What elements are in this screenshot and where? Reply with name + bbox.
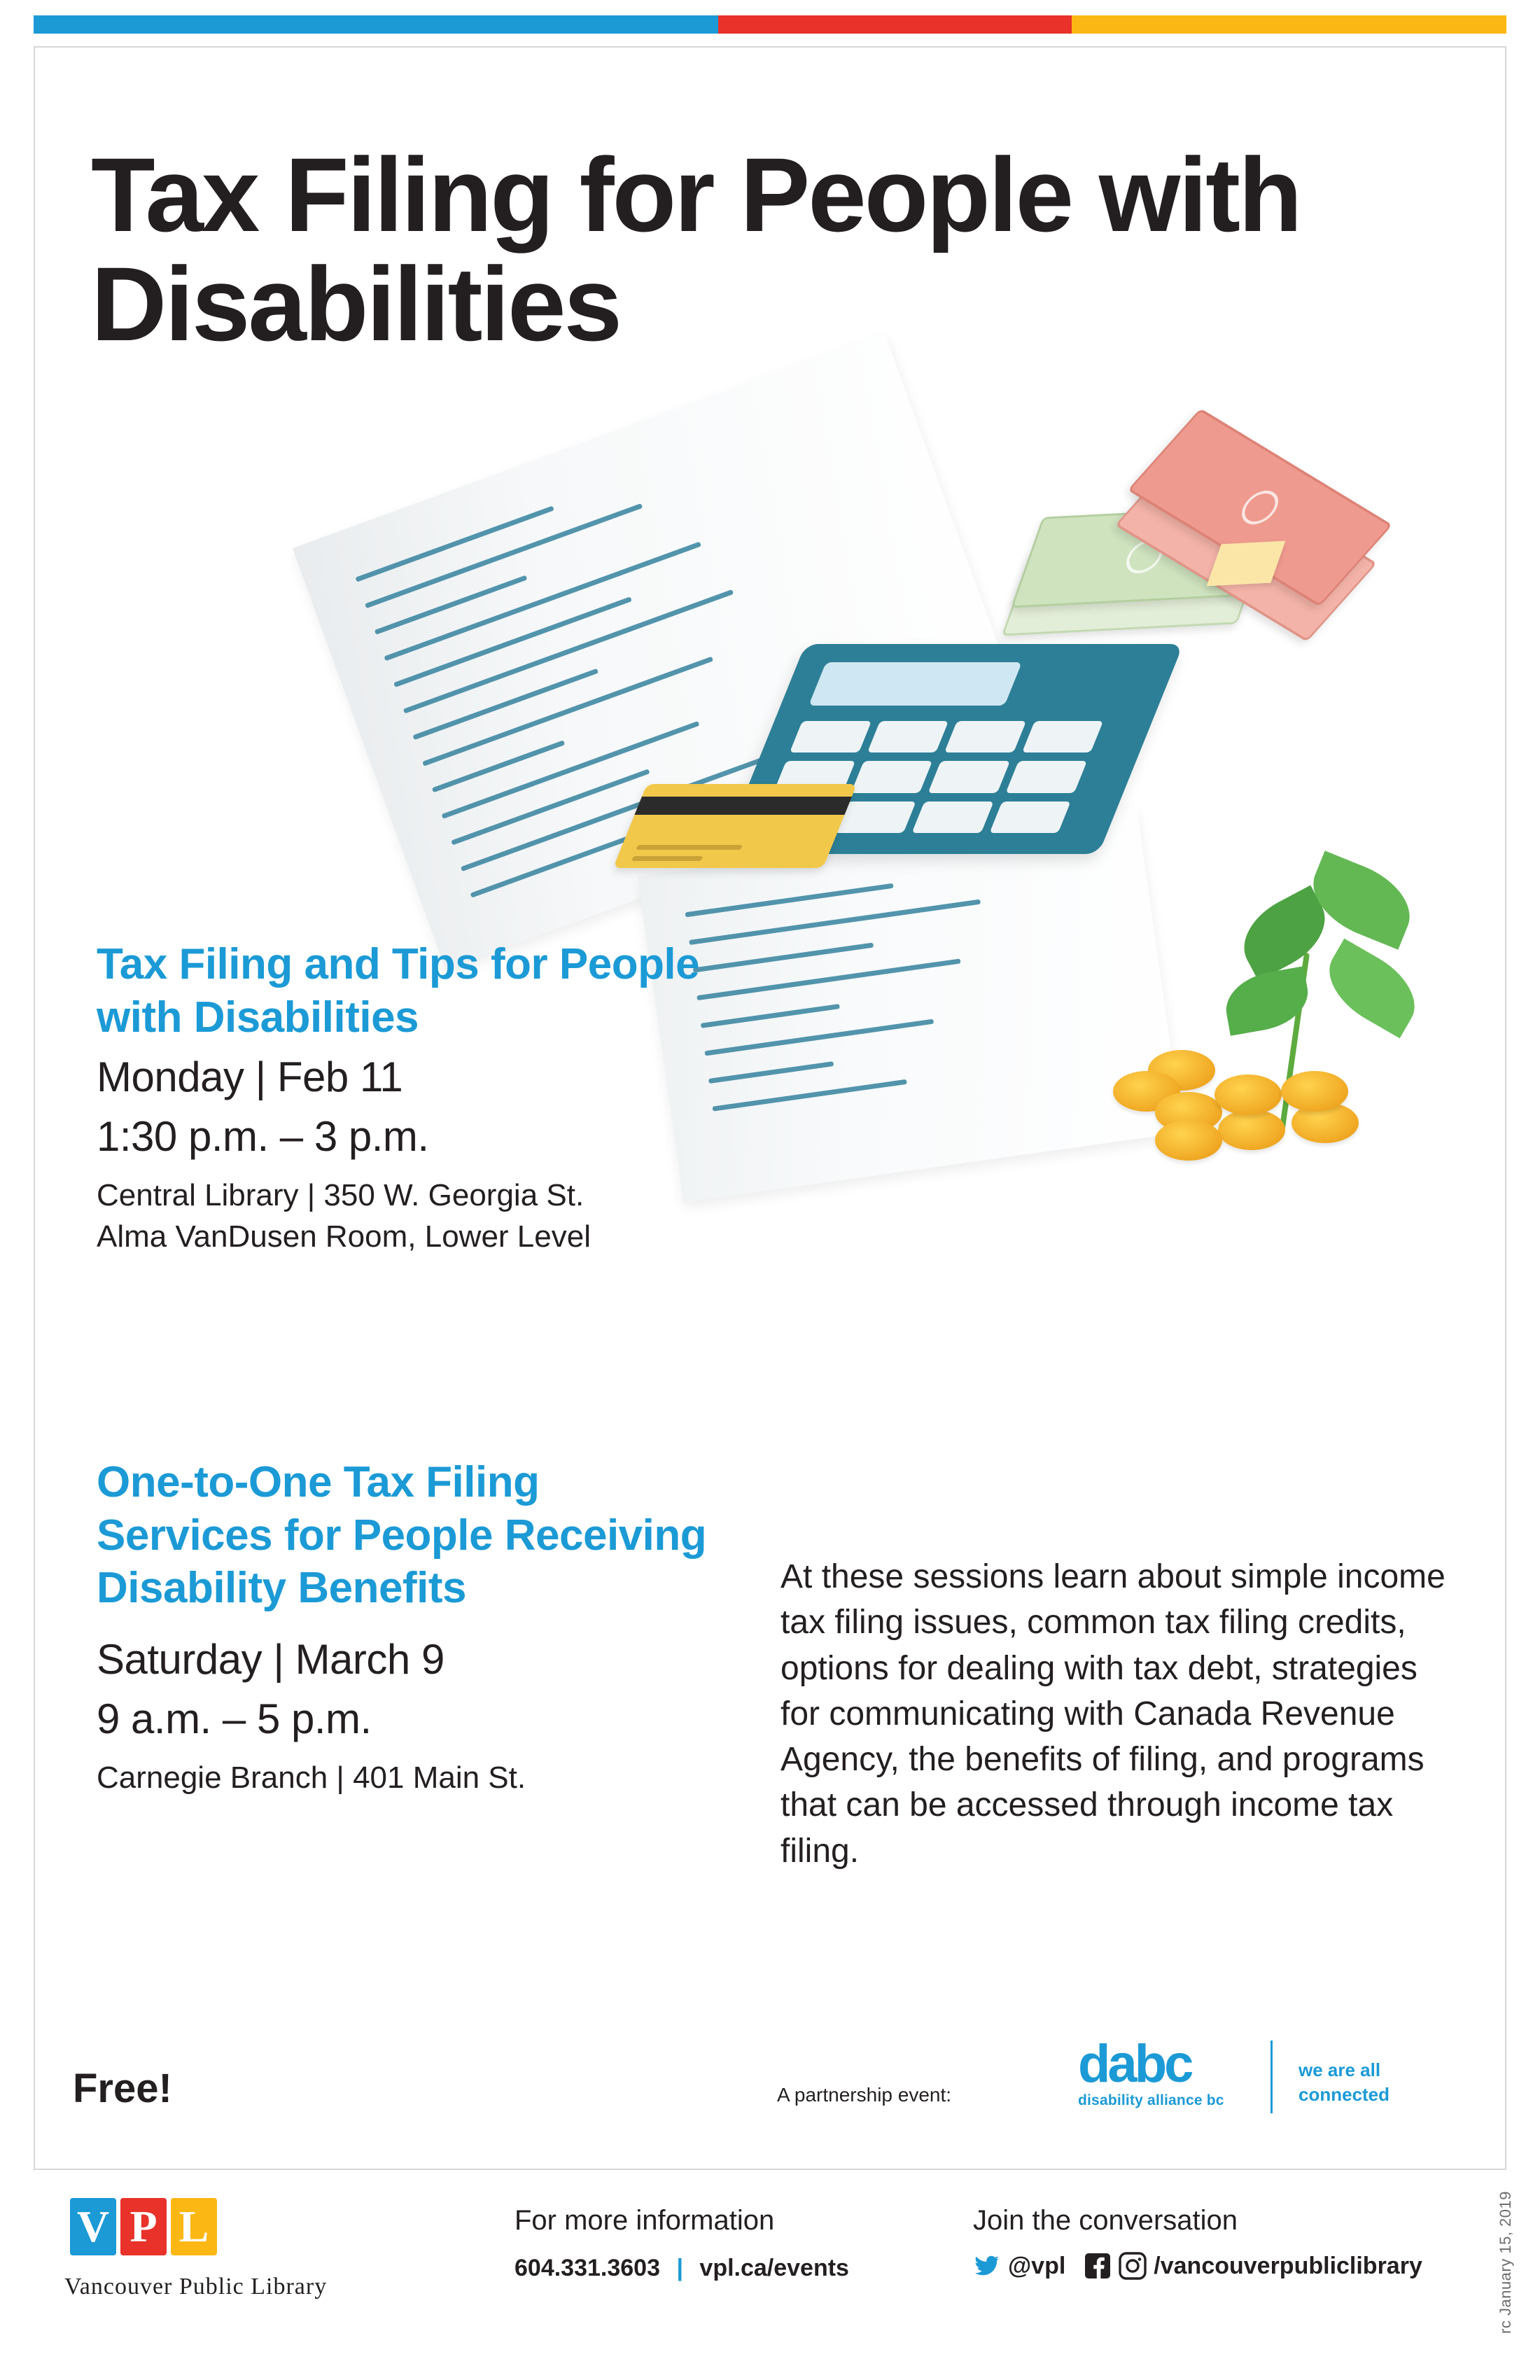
twitter-handle[interactable]: @vpl [1008, 2252, 1066, 2279]
session-block-2 [97, 1456, 727, 1799]
footer-info-column [514, 2205, 849, 2282]
dabc-subtitle: disability alliance bc [1078, 2092, 1224, 2109]
vpl-logo-letter-v: V [70, 2198, 116, 2255]
session-2-title: One-to-One Tax Filing Services for People Receiving Disability Benefits [97, 1458, 707, 1613]
color-bar-yellow-segment [1072, 15, 1506, 34]
social-handles-row [973, 2252, 1422, 2280]
coin-icon [1281, 1071, 1348, 1112]
partnership-label: A partnership event: [777, 2084, 952, 2106]
twitter-icon[interactable] [973, 2252, 1001, 2280]
session-1-title: Tax Filing and Tips for People with Disabilities [97, 940, 700, 1042]
footer-contact-row [514, 2255, 849, 2282]
coin-icon [1155, 1120, 1222, 1161]
instagram-icon[interactable] [1119, 2252, 1147, 2280]
facebook-icon[interactable] [1084, 2252, 1112, 2280]
dabc-wordmark: dabc [1078, 2034, 1191, 2094]
footer-social-column [973, 2205, 1422, 2280]
card-magnetic-stripe [634, 797, 852, 815]
calculator-screen [808, 662, 1022, 706]
dabc-logo [1078, 2034, 1260, 2118]
phone-number[interactable]: 604.331.3603 [514, 2255, 660, 2281]
revision-date-note: rc January 15, 2019 [1497, 2191, 1514, 2334]
dabc-tagline-line-2: connected [1298, 2084, 1390, 2106]
color-bar-red-segment [718, 15, 1072, 34]
session-2-date: Saturday | March 9 [97, 1635, 444, 1683]
credit-card-icon [613, 784, 857, 868]
dabc-tagline-line-1: we are all [1298, 2059, 1381, 2080]
website-link[interactable]: vpl.ca/events [699, 2255, 849, 2281]
footer-social-heading: Join the conversation [973, 2205, 1238, 2236]
footer-separator: | [676, 2255, 683, 2281]
color-bar-blue-segment [34, 15, 718, 34]
card-number-line [636, 845, 743, 850]
social-handle[interactable]: /vancouverpubliclibrary [1154, 2252, 1422, 2279]
coin-icon [1214, 1074, 1282, 1115]
session-block-1 [97, 938, 727, 1258]
vpl-logo [70, 2198, 266, 2261]
organization-name: Vancouver Public Library [64, 2274, 328, 2300]
footer [0, 2191, 1540, 2380]
session-1-date: Monday | Feb 11 [97, 1054, 403, 1101]
brand-color-bar [34, 15, 1506, 34]
session-1-time: 1:30 p.m. – 3 p.m. [97, 1113, 429, 1161]
session-1-location-line-2: Alma VanDusen Room, Lower Level [97, 1219, 591, 1254]
vpl-logo-letter-l: L [171, 2198, 217, 2255]
footer-info-heading: For more information [514, 2205, 775, 2236]
description-paragraph: At these sessions learn about simple income tax filing issues, common tax filing credits, options for dealing with tax debt, strategies for communicating with Canada Revenue Agency, the benefits of filing, and programs that can be accessed through income tax filing. [780, 1558, 1446, 1870]
dabc-tagline [1298, 2058, 1390, 2107]
plant-leaf-icon [1315, 939, 1429, 1039]
session-2-location-line-1: Carnegie Branch | 401 Main St. [97, 1760, 526, 1795]
session-2-time: 9 a.m. – 5 p.m. [97, 1695, 372, 1742]
card-number-line-2 [631, 856, 704, 861]
vpl-logo-letter-p: P [120, 2198, 167, 2255]
coin-icon [1218, 1110, 1285, 1150]
price-label: Free! [73, 2066, 172, 2111]
page-title: Tax Filing for People with Disabilities [91, 136, 1301, 363]
session-1-location-line-1: Central Library | 350 W. Georgia St. [97, 1178, 584, 1213]
dabc-divider [1270, 2040, 1273, 2113]
